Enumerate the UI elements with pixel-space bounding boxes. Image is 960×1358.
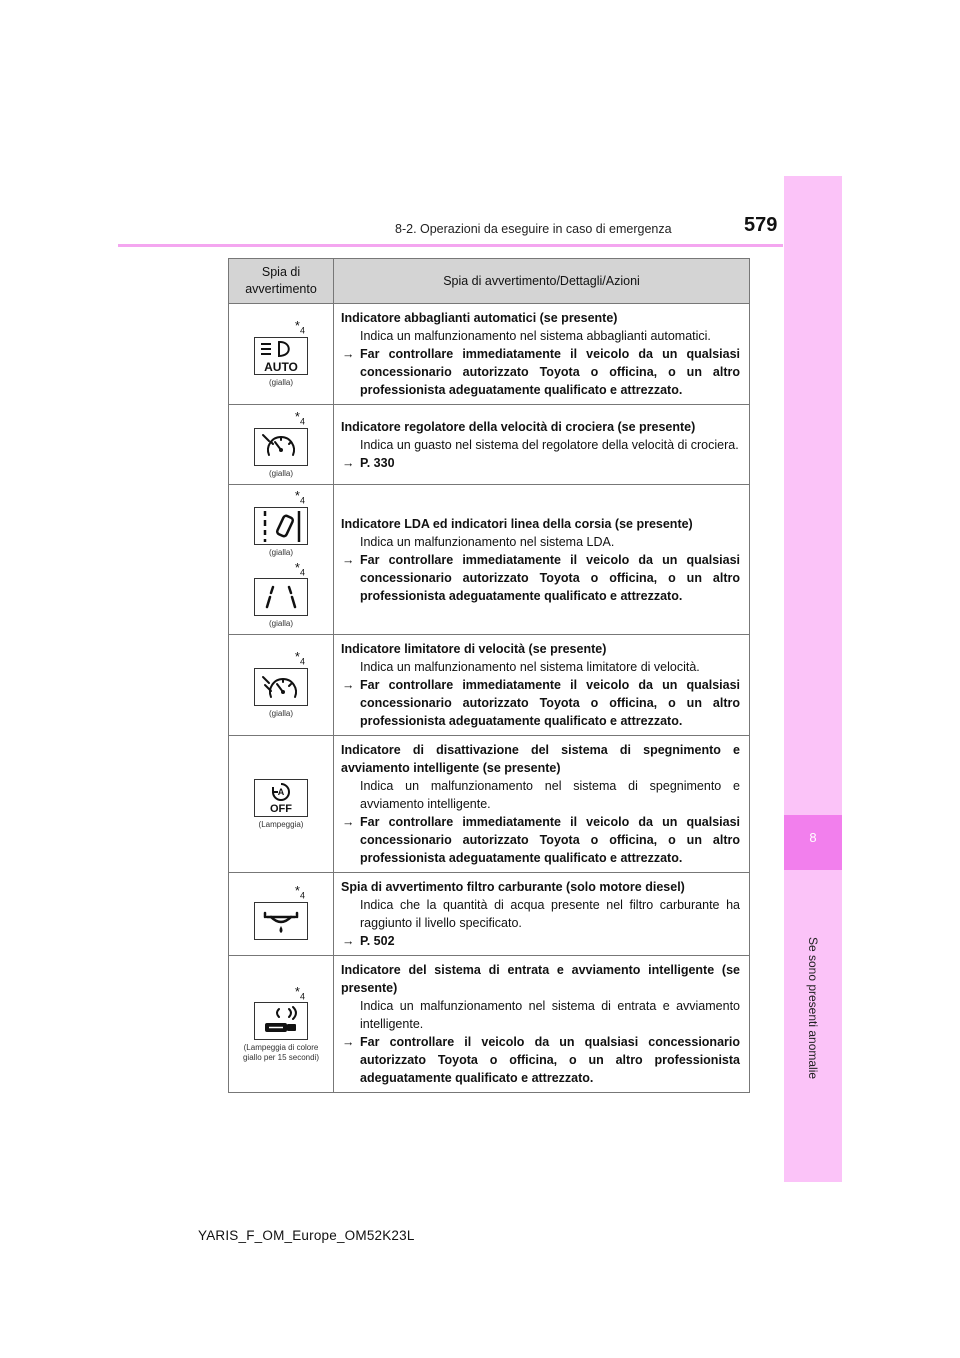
footnote-number: 4 (299, 416, 305, 427)
icon-caption: (gialla) (268, 468, 293, 478)
page-number: 579 (744, 214, 778, 236)
row-action (341, 932, 740, 950)
icon-cell (229, 736, 334, 873)
arrow-icon: → (342, 815, 355, 829)
warning-lights-table (228, 258, 750, 1093)
action-text: Far controllare immediatamente il veicolo da un qualsiasi concessionario autorizzato Toyota o officina, o un altro professionista adeguatamente qualificato e attrezzato. (360, 678, 740, 728)
speed-limiter-icon (254, 668, 308, 706)
arrow-icon: → (342, 552, 355, 567)
arrow-icon: → (342, 678, 355, 692)
row-description: Indica un malfunzionamento nel sistema di entrata e avviamento intelligente. (360, 999, 740, 1031)
section-title: 8-2. Operazioni da eseguire in caso di emergenza (395, 222, 672, 236)
row-title: Indicatore di disattivazione del sistema di spegnimento e avviamento intelligente (se presente) (341, 743, 740, 775)
row-action (341, 813, 740, 867)
svg-text:A: A (277, 786, 285, 797)
row-description: Indica un malfunzionamento nel sistema LDA. (360, 534, 615, 549)
footnote-mark: $*_4$ (294, 883, 305, 901)
auto-high-beam-icon (254, 337, 308, 375)
details-cell (334, 635, 750, 736)
arrow-icon: → (342, 455, 355, 470)
table-row (229, 736, 750, 873)
footnote-number: 4 (299, 890, 305, 901)
footnote-number: 4 (299, 496, 305, 506)
icon-caption: (gialla) (268, 619, 293, 629)
chapter-label: Se sono presenti anomalie (806, 936, 820, 1080)
row-description: Indica un malfunzionamento nel sistema abbaglianti automatici. (360, 329, 711, 343)
fuel-filter-icon (254, 902, 308, 940)
footnote-mark: $*_4$ (294, 559, 305, 578)
row-description: Indica un guasto nel sistema del regolatore della velocità di crociera. (360, 437, 739, 452)
icon-caption: (gialla) (268, 548, 293, 557)
icon-cell (229, 956, 334, 1093)
table-row (229, 485, 750, 635)
row-title: Indicatore limitatore di velocità (se presente) (341, 642, 607, 656)
cruise-control-icon (254, 428, 308, 466)
table-header-row (229, 259, 750, 304)
arrow-icon: → (342, 1035, 355, 1049)
icon-cell (229, 635, 334, 736)
row-action (341, 676, 740, 730)
document-code: YARIS_F_OM_Europe_OM52K23L (198, 1228, 415, 1243)
row-title: Spia di avvertimento filtro carburante (solo motore diesel) (341, 880, 685, 894)
row-description: Indica che la quantità di acqua presente nel filtro carburante ha raggiunto il livello specificato. (360, 898, 740, 930)
action-text: Far controllare immediatamente il veicolo da un qualsiasi concessionario autorizzato Toyota o officina, o un altro professionista adeguatamente qualificato e attrezzato. (360, 815, 740, 865)
icon-cell (229, 405, 334, 485)
icon-caption: (gialla) (268, 378, 293, 388)
details-cell (334, 485, 750, 635)
footnote-number: 4 (299, 657, 305, 668)
row-action (341, 1033, 740, 1087)
footnote-mark: $*_4$ (294, 318, 305, 337)
row-title: Indicatore LDA ed indicatori linea della corsia (se presente) (341, 516, 693, 531)
row-description: Indica un malfunzionamento nel sistema limitatore di velocità. (360, 660, 700, 674)
icon-cell (229, 304, 334, 405)
footnote-number: 4 (299, 567, 305, 578)
arrow-icon: → (342, 347, 355, 361)
row-title: Indicatore del sistema di entrata e avviamento intelligente (se presente) (341, 963, 740, 995)
arrow-icon: → (342, 934, 355, 948)
column-header-details: Spia di avvertimento/Dettagli/Azioni (334, 259, 750, 304)
lane-lines-icon (254, 578, 308, 616)
row-title: Indicatore abbaglianti automatici (se presente) (341, 311, 618, 325)
row-action (341, 345, 740, 399)
column-header-light: Spia di avvertimento (229, 259, 334, 304)
icon-cell (229, 485, 334, 635)
row-action (341, 454, 740, 472)
action-text: Far controllare immediatamente il veicolo da un qualsiasi concessionario autorizzato Toyota o officina, o un altro professionista adeguatamente qualificato e attrezzato. (360, 347, 740, 397)
table-row (229, 405, 750, 485)
details-cell (334, 873, 750, 956)
footnote-number: 4 (299, 326, 305, 337)
icon-caption: (gialla) (268, 709, 293, 719)
svg-text:AUTO: AUTO (264, 360, 298, 375)
details-cell (334, 405, 750, 485)
icon-caption: (Lampeggia di colore giallo per 15 secondi) (242, 1043, 320, 1062)
header-rule (118, 244, 783, 247)
row-description: Indica un malfunzionamento nel sistema di spegnimento e avviamento intelligente. (360, 779, 740, 811)
action-text: P. 502 (360, 934, 395, 948)
footnote-mark: $*_4$ (294, 488, 305, 506)
footnote-mark: $*_4$ (294, 649, 305, 668)
off-label: OFF (270, 802, 292, 815)
footnote-mark: $*_4$ (294, 408, 305, 427)
row-action (341, 551, 740, 605)
stop-start-off-icon (254, 779, 308, 817)
action-text: P. 330 (360, 455, 395, 470)
footnote-mark: $*_4$ (294, 983, 305, 1002)
table-row (229, 635, 750, 736)
smart-entry-key-icon (254, 1002, 308, 1040)
icon-caption: (Lampeggia) (258, 819, 304, 829)
details-cell (334, 956, 750, 1093)
action-text: Far controllare il veicolo da un qualsiasi concessionario autorizzato Toyota o officina, o un altro professionista adeguatamente qualificato e attrezzato. (360, 1035, 740, 1085)
footnote-number: 4 (299, 991, 305, 1002)
action-text: Far controllare immediatamente il veicolo da un qualsiasi concessionario autorizzato Toyota o officina, o un altro professionista adeguatamente qualificato e attrezzato. (360, 552, 740, 603)
row-title: Indicatore regolatore della velocità di crociera (se presente) (341, 419, 696, 434)
chapter-number: 8 (809, 830, 817, 845)
icon-cell (229, 873, 334, 956)
lda-icon (254, 507, 308, 545)
table-row (229, 873, 750, 956)
details-cell (334, 736, 750, 873)
details-cell (334, 304, 750, 405)
table-row (229, 956, 750, 1093)
table-row (229, 304, 750, 405)
